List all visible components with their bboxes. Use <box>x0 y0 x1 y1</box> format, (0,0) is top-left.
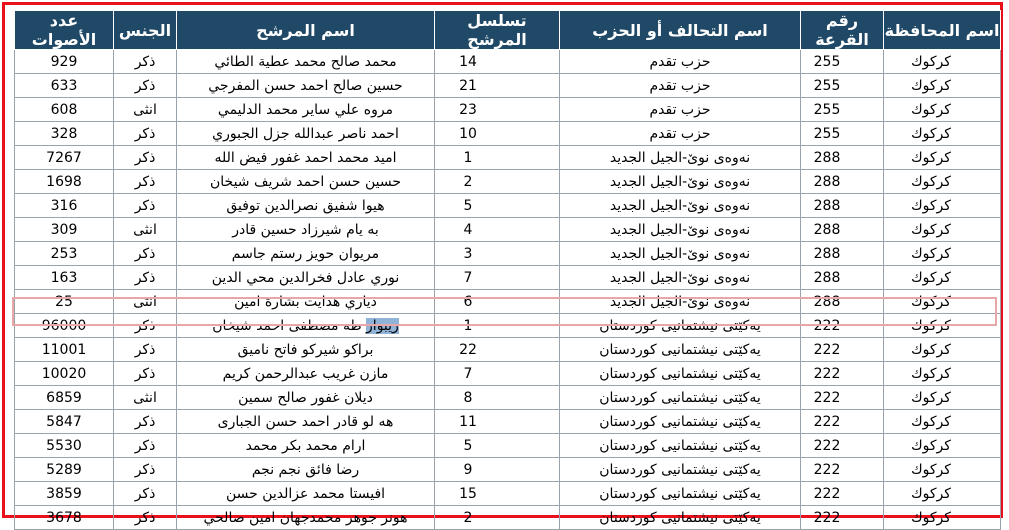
votes-cell[interactable]: 5289 <box>15 458 114 482</box>
candidate-name-cell[interactable]: هيوا شفيق نصرالدين توفيق <box>177 194 435 218</box>
candidate-name-cell[interactable]: اميد محمد احمد غفور فيض الله <box>177 146 435 170</box>
table-row[interactable] <box>15 362 1001 386</box>
ballot-number-cell[interactable]: 288 <box>801 194 884 218</box>
party-cell[interactable]: نەوەی نوێ-الجيل الجديد <box>560 218 801 242</box>
votes-cell[interactable]: 163 <box>15 266 114 290</box>
governorate-cell[interactable]: كركوك <box>884 122 1001 146</box>
candidate-name-rest: طه مصطفى احمد شيخان <box>212 317 367 334</box>
sequence-cell[interactable]: 21 <box>435 74 560 98</box>
table-body <box>15 50 1001 530</box>
sequence-cell[interactable]: 14 <box>435 50 560 74</box>
candidate-name-cell[interactable]: حسين حسن احمد شريف شيخان <box>177 170 435 194</box>
sequence-cell[interactable]: 1 <box>435 314 560 338</box>
party-cell[interactable]: نەوەی نوێ-الجيل الجديد <box>560 290 801 314</box>
sequence-cell[interactable]: 11 <box>435 410 560 434</box>
candidate-name-cell[interactable]: مازن غريب عبدالرحمن كريم <box>177 362 435 386</box>
party-cell[interactable]: حزب تقدم <box>560 98 801 122</box>
governorate-cell[interactable]: كركوك <box>884 170 1001 194</box>
party-cell[interactable]: يەکێتی نیشتمانیی کوردستان <box>560 482 801 506</box>
selected-text: ريبوار <box>366 317 399 334</box>
sequence-cell[interactable]: 23 <box>435 98 560 122</box>
ballot-number-cell[interactable]: 222 <box>801 410 884 434</box>
sequence-cell[interactable]: 5 <box>435 434 560 458</box>
gender-cell[interactable]: ذكر <box>114 242 177 266</box>
table-row[interactable] <box>15 122 1001 146</box>
party-cell[interactable]: نەوەی نوێ-الجيل الجديد <box>560 146 801 170</box>
ballot-number-cell[interactable]: 288 <box>801 266 884 290</box>
ballot-number-cell[interactable]: 255 <box>801 50 884 74</box>
gender-cell[interactable]: ذكر <box>114 338 177 362</box>
votes-cell[interactable]: 608 <box>15 98 114 122</box>
sequence-cell[interactable]: 3 <box>435 242 560 266</box>
table-row[interactable] <box>15 506 1001 530</box>
header-candidate-name[interactable]: اسم المرشح <box>177 11 435 50</box>
gender-cell[interactable]: ذكر <box>114 122 177 146</box>
votes-cell[interactable]: 5530 <box>15 434 114 458</box>
party-cell[interactable]: حزب تقدم <box>560 122 801 146</box>
ballot-number-cell[interactable]: 222 <box>801 314 884 338</box>
candidate-name-cell[interactable]: رضا فائق نجم نجم <box>177 458 435 482</box>
governorate-cell[interactable]: كركوك <box>884 410 1001 434</box>
ballot-number-cell[interactable]: 222 <box>801 386 884 410</box>
gender-cell[interactable]: ذكر <box>114 266 177 290</box>
governorate-cell[interactable]: كركوك <box>884 482 1001 506</box>
gender-cell[interactable]: انثى <box>114 98 177 122</box>
gender-cell[interactable]: ذكر <box>114 482 177 506</box>
governorate-cell[interactable]: كركوك <box>884 434 1001 458</box>
table-row[interactable] <box>15 338 1001 362</box>
candidate-name-cell[interactable]: ديلان غفور صالح سمين <box>177 386 435 410</box>
table-row[interactable] <box>15 146 1001 170</box>
sequence-cell[interactable]: 7 <box>435 266 560 290</box>
governorate-cell[interactable]: كركوك <box>884 194 1001 218</box>
header-governorate[interactable]: اسم المحافظة <box>884 11 1001 50</box>
governorate-cell[interactable]: كركوك <box>884 362 1001 386</box>
party-cell[interactable]: يەکێتی نیشتمانیی کوردستان <box>560 458 801 482</box>
governorate-cell[interactable]: كركوك <box>884 98 1001 122</box>
party-cell[interactable]: نەوەی نوێ-الجيل الجديد <box>560 194 801 218</box>
table-header-row <box>15 11 1001 50</box>
governorate-cell[interactable]: كركوك <box>884 458 1001 482</box>
header-candidate-sequence[interactable]: تسلسل المرشح <box>435 11 560 50</box>
candidates-table <box>14 10 1001 530</box>
sequence-cell[interactable]: 15 <box>435 482 560 506</box>
votes-cell[interactable]: 11001 <box>15 338 114 362</box>
votes-cell[interactable]: 929 <box>15 50 114 74</box>
votes-cell[interactable]: 328 <box>15 122 114 146</box>
votes-cell[interactable]: 1698 <box>15 170 114 194</box>
ballot-number-cell[interactable]: 255 <box>801 98 884 122</box>
table-row[interactable] <box>15 290 1001 314</box>
gender-cell[interactable]: انثى <box>114 386 177 410</box>
votes-cell[interactable]: 25 <box>15 290 114 314</box>
gender-cell[interactable]: ذكر <box>114 74 177 98</box>
sequence-cell[interactable]: 9 <box>435 458 560 482</box>
ballot-number-cell[interactable]: 222 <box>801 362 884 386</box>
votes-cell[interactable]: 96000 <box>15 314 114 338</box>
candidate-name-cell[interactable]: محمد صالح محمد عطية الطائي <box>177 50 435 74</box>
gender-cell[interactable]: ذكر <box>114 434 177 458</box>
document-frame <box>2 2 1003 526</box>
header-votes[interactable]: عدد الأصوات <box>15 11 114 50</box>
gender-cell[interactable]: ذكر <box>114 314 177 338</box>
ballot-number-cell[interactable]: 255 <box>801 122 884 146</box>
sequence-cell[interactable]: 7 <box>435 362 560 386</box>
gender-cell[interactable]: ذكر <box>114 506 177 530</box>
ballot-number-cell[interactable]: 222 <box>801 434 884 458</box>
candidate-name-cell[interactable] <box>177 314 435 338</box>
party-cell[interactable]: يەکێتی نیشتمانیی کوردستان <box>560 410 801 434</box>
sequence-cell[interactable]: 8 <box>435 386 560 410</box>
party-cell[interactable]: نەوەی نوێ-الجيل الجديد <box>560 266 801 290</box>
governorate-cell[interactable]: كركوك <box>884 338 1001 362</box>
ballot-number-cell[interactable]: 288 <box>801 242 884 266</box>
governorate-cell[interactable]: كركوك <box>884 218 1001 242</box>
sequence-cell[interactable]: 10 <box>435 122 560 146</box>
gender-cell[interactable]: ذكر <box>114 146 177 170</box>
ballot-number-cell[interactable]: 222 <box>801 482 884 506</box>
header-party[interactable]: اسم التحالف أو الحزب <box>560 11 801 50</box>
governorate-cell[interactable]: كركوك <box>884 74 1001 98</box>
party-cell[interactable]: يەکێتی نیشتمانیی کوردستان <box>560 338 801 362</box>
governorate-cell[interactable]: كركوك <box>884 242 1001 266</box>
governorate-cell[interactable]: كركوك <box>884 290 1001 314</box>
governorate-cell[interactable]: كركوك <box>884 506 1001 530</box>
table-row[interactable] <box>15 410 1001 434</box>
party-cell[interactable]: حزب تقدم <box>560 74 801 98</box>
ballot-number-cell[interactable]: 288 <box>801 218 884 242</box>
header-gender[interactable]: الجنس <box>114 11 177 50</box>
party-cell[interactable]: يەکێتی نیشتمانیی کوردستان <box>560 506 801 530</box>
candidate-name-cell[interactable]: ارام محمد بكر محمد <box>177 434 435 458</box>
table-row[interactable] <box>15 170 1001 194</box>
table-row[interactable] <box>15 458 1001 482</box>
candidate-name-cell[interactable]: هه لو قادر احمد حسن الجبارى <box>177 410 435 434</box>
candidate-name-cell[interactable]: دياري هدايت بشارة امين <box>177 290 435 314</box>
gender-cell[interactable]: ذكر <box>114 194 177 218</box>
table-row[interactable] <box>15 434 1001 458</box>
party-cell[interactable]: نەوەی نوێ-الجيل الجديد <box>560 242 801 266</box>
votes-cell[interactable]: 633 <box>15 74 114 98</box>
table-row[interactable] <box>15 482 1001 506</box>
candidate-name-cell[interactable]: براكو شيركو فاتح ناميق <box>177 338 435 362</box>
governorate-cell[interactable]: كركوك <box>884 50 1001 74</box>
governorate-cell[interactable]: كركوك <box>884 146 1001 170</box>
gender-cell[interactable]: انثى <box>114 218 177 242</box>
table-row[interactable] <box>15 242 1001 266</box>
candidate-name-cell[interactable]: احمد ناصر عبدالله جزل الجبوري <box>177 122 435 146</box>
votes-cell[interactable]: 6859 <box>15 386 114 410</box>
table-row[interactable] <box>15 218 1001 242</box>
party-cell[interactable]: حزب تقدم <box>560 50 801 74</box>
header-ballot-number[interactable]: رقم القرعة <box>801 11 884 50</box>
candidate-name-cell[interactable]: نوري عادل فخرالدين محي الدين <box>177 266 435 290</box>
table-row[interactable] <box>15 74 1001 98</box>
gender-cell[interactable]: ذكر <box>114 170 177 194</box>
party-cell[interactable]: يەکێتی نیشتمانیی کوردستان <box>560 314 801 338</box>
candidate-name-cell[interactable]: افيستا محمد عزالدين حسن <box>177 482 435 506</box>
ballot-number-cell[interactable]: 255 <box>801 74 884 98</box>
ballot-number-cell[interactable]: 288 <box>801 290 884 314</box>
candidate-name-cell[interactable]: هونر جوهر محمدجهان امين صالحي <box>177 506 435 530</box>
gender-cell[interactable]: ذكر <box>114 50 177 74</box>
table-row[interactable] <box>15 194 1001 218</box>
sequence-cell[interactable]: 2 <box>435 506 560 530</box>
governorate-cell[interactable]: كركوك <box>884 314 1001 338</box>
candidate-name-cell[interactable]: حسين صالح احمد حسن المفرجي <box>177 74 435 98</box>
candidate-name-cell[interactable]: مروه علي ساير محمد الدليمي <box>177 98 435 122</box>
votes-cell[interactable]: 316 <box>15 194 114 218</box>
sequence-cell[interactable]: 2 <box>435 170 560 194</box>
votes-cell[interactable]: 3859 <box>15 482 114 506</box>
party-cell[interactable]: نەوەی نوێ-الجيل الجديد <box>560 170 801 194</box>
candidate-name-cell[interactable]: به يام شيرزاد حسين قادر <box>177 218 435 242</box>
votes-cell[interactable]: 3678 <box>15 506 114 530</box>
ballot-number-cell[interactable]: 222 <box>801 506 884 530</box>
gender-cell[interactable]: انثى <box>114 290 177 314</box>
governorate-cell[interactable]: كركوك <box>884 266 1001 290</box>
table-row[interactable] <box>15 50 1001 74</box>
ballot-number-cell[interactable]: 288 <box>801 170 884 194</box>
votes-cell[interactable]: 10020 <box>15 362 114 386</box>
governorate-cell[interactable]: كركوك <box>884 386 1001 410</box>
ballot-number-cell[interactable]: 222 <box>801 458 884 482</box>
gender-cell[interactable]: ذكر <box>114 362 177 386</box>
sequence-cell[interactable]: 4 <box>435 218 560 242</box>
sequence-cell[interactable]: 22 <box>435 338 560 362</box>
party-cell[interactable]: يەکێتی نیشتمانیی کوردستان <box>560 386 801 410</box>
party-cell[interactable]: يەکێتی نیشتمانیی کوردستان <box>560 362 801 386</box>
party-cell[interactable]: يەکێتی نیشتمانیی کوردستان <box>560 434 801 458</box>
table-row[interactable] <box>15 386 1001 410</box>
ballot-number-cell[interactable]: 222 <box>801 338 884 362</box>
votes-cell[interactable]: 5847 <box>15 410 114 434</box>
votes-cell[interactable]: 309 <box>15 218 114 242</box>
sequence-cell[interactable]: 6 <box>435 290 560 314</box>
ballot-number-cell[interactable]: 288 <box>801 146 884 170</box>
candidate-name-cell[interactable]: مريوان حويز رستم جاسم <box>177 242 435 266</box>
table-row[interactable] <box>15 314 1001 338</box>
table-row[interactable] <box>15 98 1001 122</box>
gender-cell[interactable]: ذكر <box>114 458 177 482</box>
table-row[interactable] <box>15 266 1001 290</box>
gender-cell[interactable]: ذكر <box>114 410 177 434</box>
votes-cell[interactable]: 253 <box>15 242 114 266</box>
sequence-cell[interactable]: 1 <box>435 146 560 170</box>
votes-cell[interactable]: 7267 <box>15 146 114 170</box>
sequence-cell[interactable]: 5 <box>435 194 560 218</box>
